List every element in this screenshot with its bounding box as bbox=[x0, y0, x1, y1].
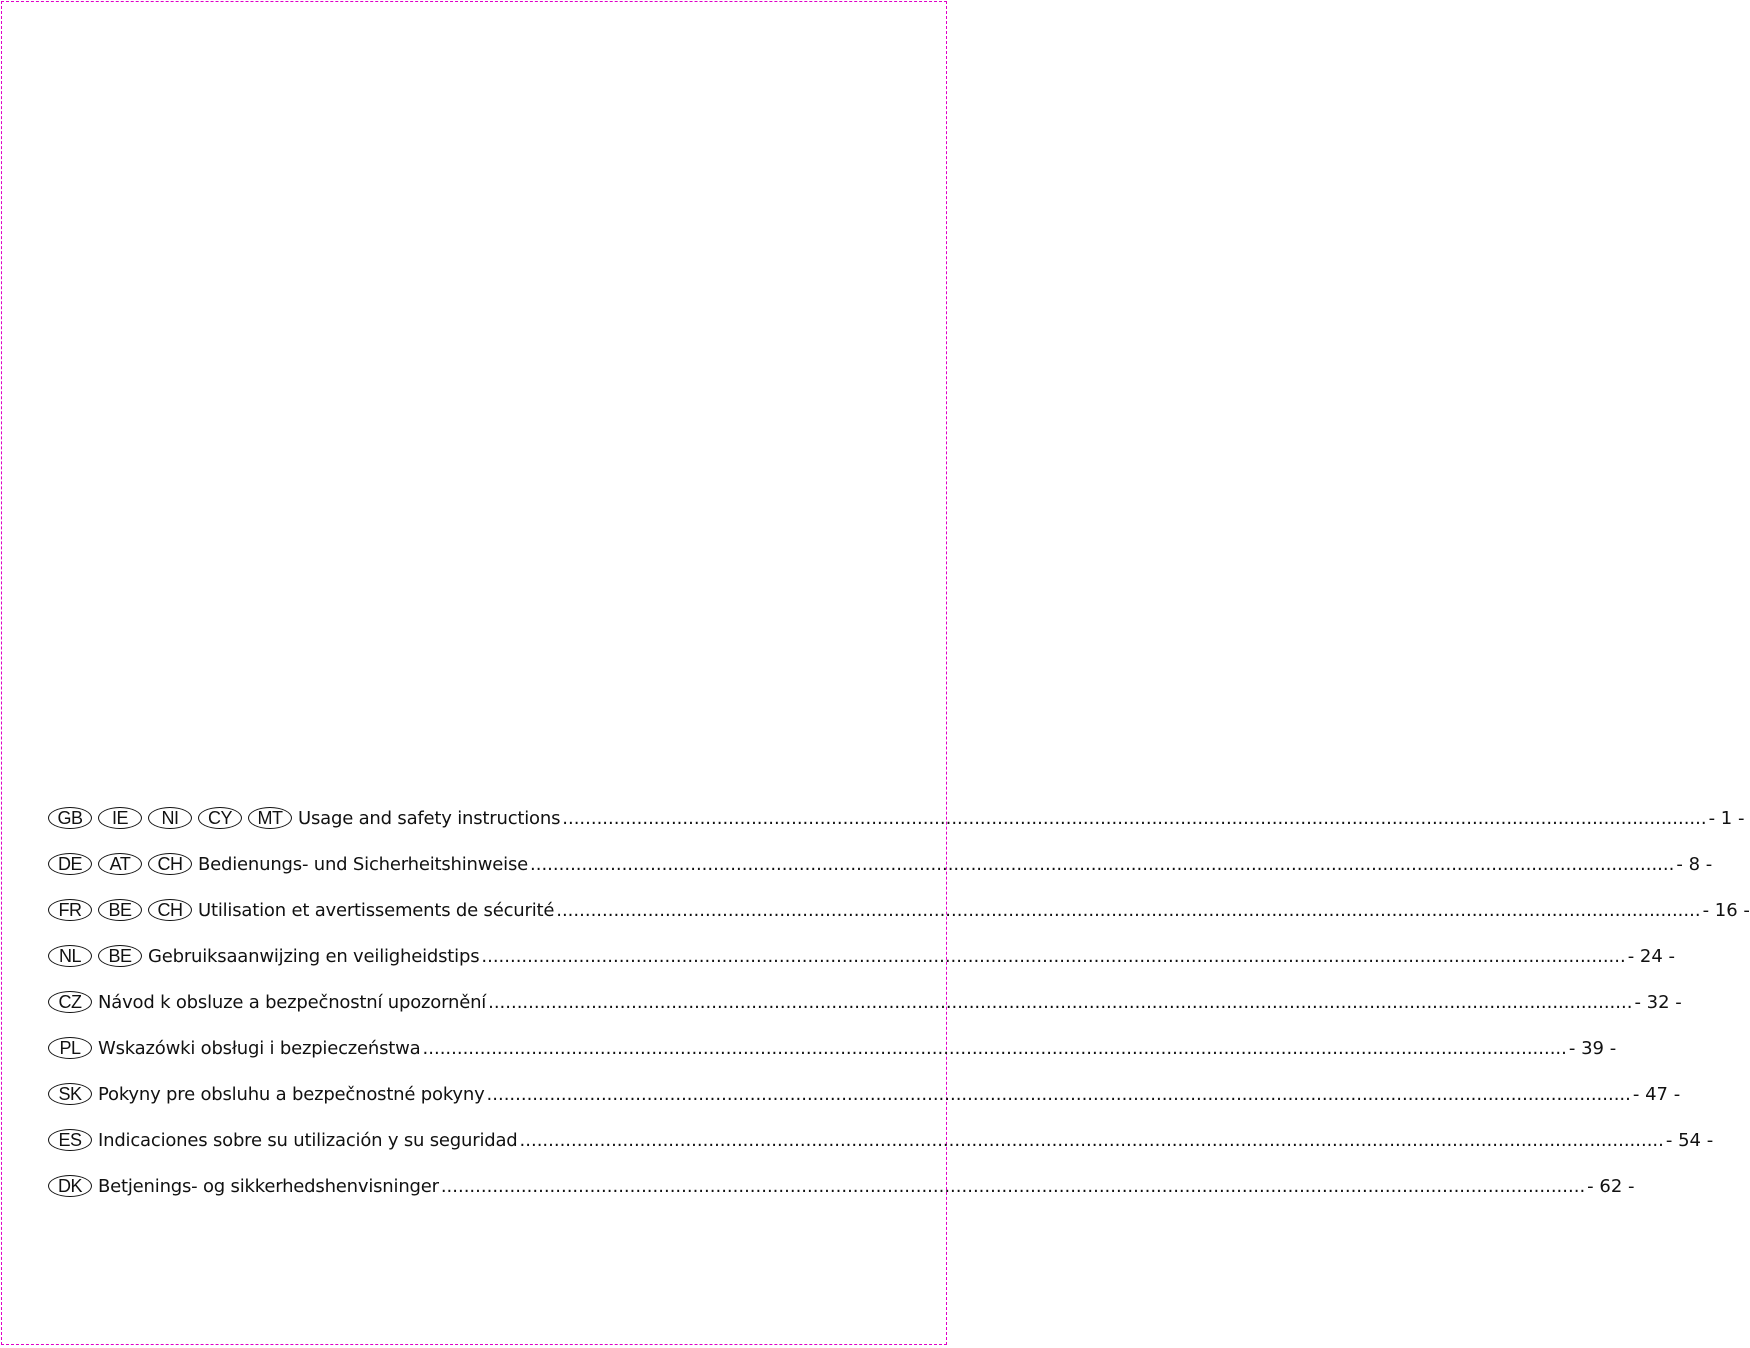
toc-page-number: - 47 - bbox=[1632, 1083, 1681, 1105]
country-badge: IE bbox=[98, 807, 142, 829]
toc-title: Betjenings- og sikkerhedshenvisninger bbox=[98, 1175, 439, 1197]
dot-leader: ........................................................................................................................................................................................................ bbox=[440, 1175, 1586, 1197]
toc-page-number: - 24 - bbox=[1627, 945, 1676, 967]
country-badge: PL bbox=[48, 1037, 92, 1059]
country-badge: MT bbox=[248, 807, 292, 829]
language-badges bbox=[48, 1129, 98, 1151]
language-badges bbox=[48, 807, 298, 829]
country-badge: SK bbox=[48, 1083, 92, 1105]
dot-leader: ........................................................................................................................................................................................................ bbox=[488, 991, 1633, 1013]
toc-title: Pokyny pre obsluhu a bezpečnostné pokyny bbox=[98, 1083, 485, 1105]
toc-row[interactable] bbox=[48, 1105, 1714, 1151]
toc-title: Usage and safety instructions bbox=[298, 807, 561, 829]
country-badge: CY bbox=[198, 807, 242, 829]
toc-title: Indicaciones sobre su utilización y su seguridad bbox=[98, 1129, 518, 1151]
toc-page-number: - 62 - bbox=[1587, 1175, 1635, 1197]
dot-leader: ........................................................................................................................................................................................................ bbox=[562, 807, 1707, 829]
toc-title: Wskazówki obsługi i bezpieczeństwa bbox=[98, 1037, 421, 1059]
country-badge: ES bbox=[48, 1129, 92, 1151]
country-badge: FR bbox=[48, 899, 92, 921]
table-of-contents bbox=[48, 783, 1750, 1197]
dot-leader: ........................................................................................................................................................................................................ bbox=[530, 853, 1675, 875]
language-badges bbox=[48, 945, 148, 967]
toc-page-number: - 54 - bbox=[1665, 1129, 1714, 1151]
toc-page-number: - 1 - bbox=[1708, 807, 1745, 829]
toc-row[interactable] bbox=[48, 1151, 1635, 1197]
country-badge: NL bbox=[48, 945, 92, 967]
toc-row[interactable] bbox=[48, 875, 1750, 921]
country-badge: BE bbox=[98, 945, 142, 967]
language-badges bbox=[48, 899, 198, 921]
country-badge: DE bbox=[48, 853, 92, 875]
toc-title: Utilisation et avertissements de sécurité bbox=[198, 899, 555, 921]
dot-leader: ........................................................................................................................................................................................................ bbox=[422, 1037, 1567, 1059]
country-badge: CH bbox=[148, 853, 192, 875]
toc-row[interactable] bbox=[48, 921, 1676, 967]
country-badge: CH bbox=[148, 899, 192, 921]
toc-title: Návod k obsluze a bezpečnostní upozornění bbox=[98, 991, 487, 1013]
country-badge: DK bbox=[48, 1175, 92, 1197]
toc-row[interactable] bbox=[48, 829, 1713, 875]
toc-row[interactable] bbox=[48, 1059, 1681, 1105]
toc-page-number: - 8 - bbox=[1676, 853, 1713, 875]
country-badge: GB bbox=[48, 807, 92, 829]
dot-leader: ........................................................................................................................................................................................................ bbox=[481, 945, 1626, 967]
language-badges bbox=[48, 1037, 98, 1059]
language-badges bbox=[48, 1175, 98, 1197]
toc-page-number: - 32 - bbox=[1634, 991, 1682, 1013]
language-badges bbox=[48, 991, 98, 1013]
toc-page-number: - 39 - bbox=[1568, 1037, 1617, 1059]
country-badge: CZ bbox=[48, 991, 92, 1013]
toc-row[interactable] bbox=[48, 1013, 1617, 1059]
toc-page-number: - 16 - bbox=[1702, 899, 1750, 921]
toc-row[interactable] bbox=[48, 783, 1745, 829]
toc-row[interactable] bbox=[48, 967, 1682, 1013]
country-badge: NI bbox=[148, 807, 192, 829]
dot-leader: ........................................................................................................................................................................................................ bbox=[486, 1083, 1631, 1105]
dot-leader: ........................................................................................................................................................................................................ bbox=[556, 899, 1701, 921]
toc-title: Bedienungs- und Sicherheitshinweise bbox=[198, 853, 529, 875]
country-badge: AT bbox=[98, 853, 142, 875]
country-badge: BE bbox=[98, 899, 142, 921]
language-badges bbox=[48, 853, 198, 875]
toc-title: Gebruiksaanwijzing en veiligheidstips bbox=[148, 945, 480, 967]
dot-leader: ........................................................................................................................................................................................................ bbox=[519, 1129, 1664, 1151]
language-badges bbox=[48, 1083, 98, 1105]
